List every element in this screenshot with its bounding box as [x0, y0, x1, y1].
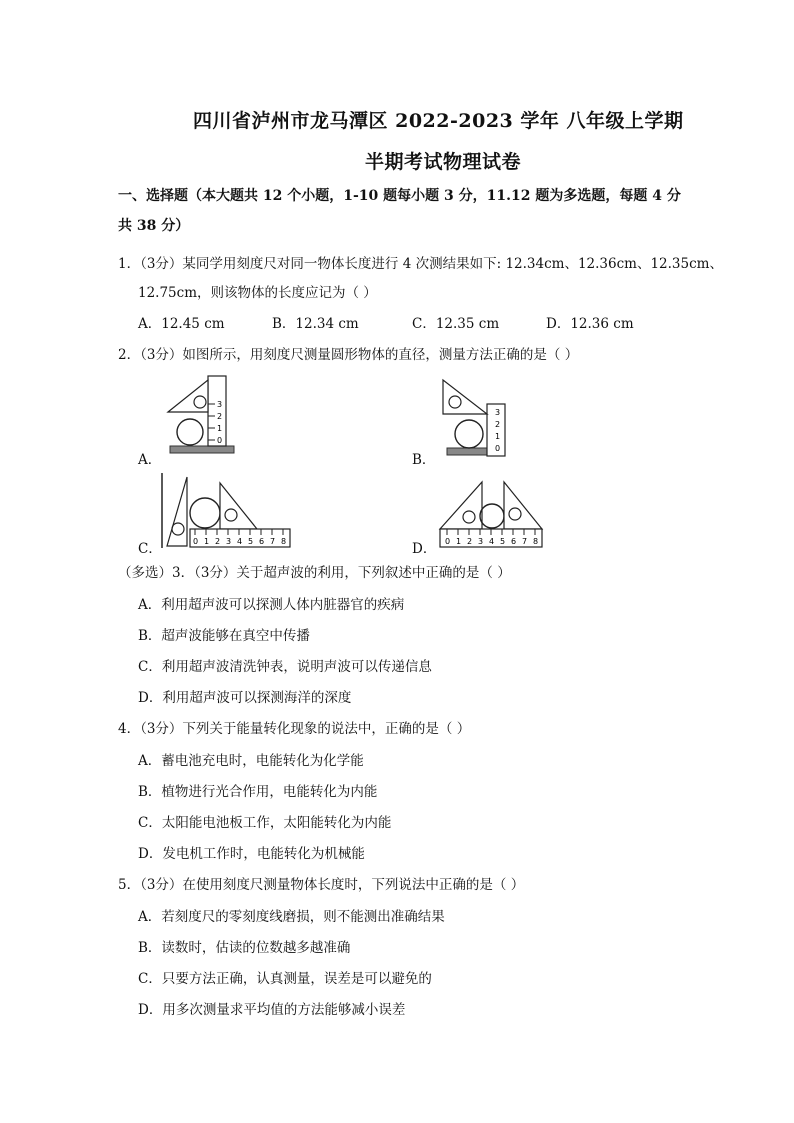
q2-stem: 2．（3分）如图所示，用刻度尺测量圆形物体的直径，测量方法正确的是（ ）: [118, 347, 579, 363]
ruler-tick-label: 8: [281, 537, 287, 546]
ruler-tick-label: 7: [270, 537, 276, 546]
ruler-tick-label: 3: [495, 408, 501, 417]
q4-option-b[interactable]: B．植物进行光合作用，电能转化为内能: [138, 784, 378, 800]
q5-stem: 5．（3分）在使用刻度尺测量物体长度时，下列说法中正确的是（ ）: [118, 877, 525, 893]
q3-option-c[interactable]: C．利用超声波清洗钟表，说明声波可以传递信息: [138, 659, 432, 675]
q1-option-b[interactable]: B．12.34 cm: [272, 316, 359, 332]
ruler-tick-label: 1: [456, 537, 462, 546]
page-title-line2: 半期考试物理试卷: [365, 151, 522, 173]
q3-stem: （多选）3．（3分）关于超声波的利用，下列叙述中正确的是（ ）: [118, 565, 511, 581]
ruler-tick-label: 5: [248, 537, 254, 546]
ruler-tick-label: 2: [217, 412, 223, 421]
q4-option-c[interactable]: C．太阳能电池板工作，太阳能转化为内能: [138, 815, 392, 831]
ruler-tick-label: 6: [511, 537, 517, 546]
q3-option-a[interactable]: A．利用超声波可以探测人体内脏器官的疾病: [138, 597, 405, 613]
q1-stem-line2: 12.75cm，则该物体的长度应记为（ ）: [138, 285, 377, 301]
q2-option-b[interactable]: B．: [412, 452, 436, 468]
ruler-tick-label: 0: [495, 444, 501, 453]
q4-option-a[interactable]: A．蓄电池充电时，电能转化为化学能: [138, 753, 364, 769]
q2-figure-c: [157, 471, 297, 551]
q5-option-b[interactable]: B．读数时，估读的位数越多越准确: [138, 940, 351, 956]
q1-option-c[interactable]: C．12.35 cm: [412, 316, 500, 332]
ruler-tick-label: 1: [204, 537, 210, 546]
q3-option-d[interactable]: D．利用超声波可以探测海洋的深度: [138, 690, 352, 706]
q2-option-d[interactable]: D．: [412, 541, 437, 557]
section-heading: 一、选择题（本大题共 12 个小题，1-10 题每小题 3 分，11.12 题为多选题，每题 4 分共 38 分）: [118, 188, 681, 234]
q1-option-d[interactable]: D．12.36 cm: [546, 316, 634, 332]
ruler-tick-label: 8: [533, 537, 539, 546]
ruler-tick-label: 2: [467, 537, 473, 546]
q1-options: [138, 312, 678, 332]
ruler-tick-label: 5: [500, 537, 506, 546]
page-title-line1: 四川省泸州市龙马潭区 2022-2023 学年 八年级上学期: [193, 110, 684, 132]
ruler-tick-label: 0: [217, 436, 223, 445]
q2-option-a[interactable]: A．: [138, 452, 162, 468]
ruler-tick-label: 4: [489, 537, 495, 546]
q2-figure-d: [436, 478, 548, 550]
ruler-tick-label: 3: [217, 400, 223, 409]
ruler-tick-label: 6: [259, 537, 265, 546]
ruler-tick-label: 3: [226, 537, 232, 546]
q3-option-b[interactable]: B．超声波能够在真空中传播: [138, 628, 310, 644]
q5-option-d[interactable]: D．用多次测量求平均值的方法能够减小误差: [138, 1002, 406, 1018]
ruler-tick-label: 1: [217, 424, 223, 433]
q2-option-c[interactable]: C．: [138, 541, 162, 557]
ruler-tick-label: 2: [495, 420, 501, 429]
ruler-tick-label: 7: [522, 537, 528, 546]
ruler-tick-label: 0: [193, 537, 199, 546]
ruler-tick-label: 4: [237, 537, 243, 546]
q4-stem: 4．（3分）下列关于能量转化现象的说法中，正确的是（ ）: [118, 721, 471, 737]
q2-figure-a: [160, 372, 250, 460]
q4-option-d[interactable]: D．发电机工作时，电能转化为机械能: [138, 846, 365, 862]
q2-figure-b: [437, 378, 517, 460]
ruler-tick-label: 2: [215, 537, 221, 546]
q5-option-a[interactable]: A．若刻度尺的零刻度线磨损，则不能测出准确结果: [138, 909, 445, 925]
ruler-tick-label: 0: [445, 537, 451, 546]
ruler-tick-label: 1: [495, 432, 501, 441]
ruler-tick-label: 3: [478, 537, 484, 546]
q1-stem-line1: 1．（3分）某同学用刻度尺对同一物体长度进行 4 次测结果如下: 12.34cm、12.36cm、12.35cm、: [118, 256, 723, 272]
q1-option-a[interactable]: A．12.45 cm: [138, 316, 225, 332]
q5-option-c[interactable]: C．只要方法正确，认真测量，误差是可以避免的: [138, 971, 432, 987]
